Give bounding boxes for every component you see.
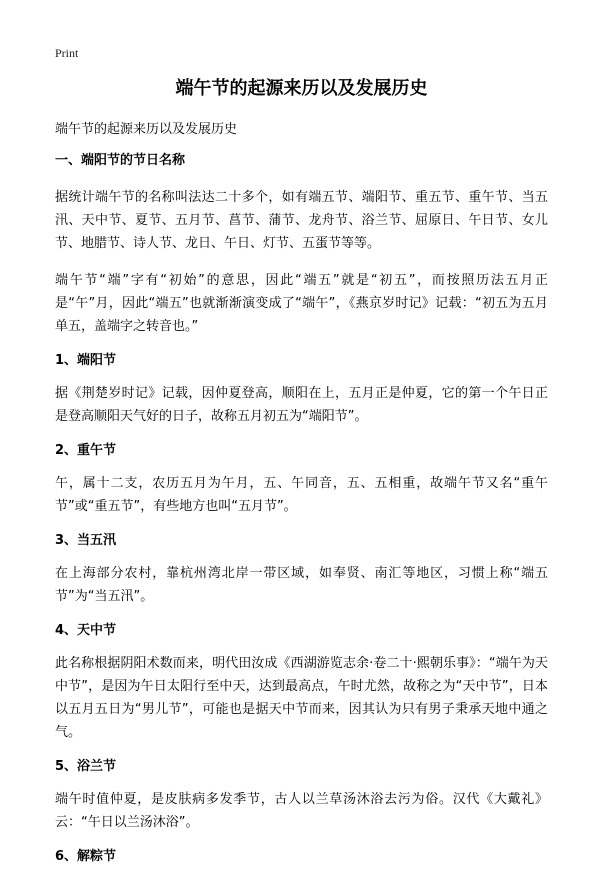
- subsection-heading-jiezong: 6、解粽节: [55, 849, 117, 864]
- subsection-text-dangwuxun: 在上海部分农村，靠杭州湾北岸一带区域，如奉贤、南汇等地区，习惯上称“端五节”为“当五汛”。: [55, 566, 548, 604]
- subsection-heading-tianzhong: 4、天中节: [55, 623, 117, 638]
- subsection-text-duanyang: 据《荆楚岁时记》记载，因仲夏登高，顺阳在上，五月正是仲夏，它的第一个午日正是登高顺阳天气好的日子，故称五月初五为“端阳节”。: [55, 386, 548, 424]
- subsection-heading-duanyang: 1、端阳节: [55, 353, 117, 368]
- document-page: [55, 76, 548, 878]
- intro-paragraph-2: 端午节“端”字有“初始”的意思，因此“端五”就是“初五”，而按照历法五月正是“午”月，因此“端五”也就渐渐演变成了“端午”，《燕京岁时记》记载：“初五为五月单五，盖端字之转音也。”: [55, 273, 548, 334]
- subsection-text-yulan: 端午时值仲夏，是皮肤病多发季节，古人以兰草汤沐浴去污为俗。汉代《大戴礼》云：“午日以兰汤沐浴”。: [55, 792, 548, 830]
- subsection-text-chongwu: 午，属十二支，农历五月为午月，五、午同音，五、五相重，故端午节又名“重午节”或“重五节”，有些地方也叫“五月节”。: [55, 476, 548, 514]
- document-title: 端午节的起源来历以及发展历史: [175, 78, 428, 99]
- print-link[interactable]: Print: [55, 46, 79, 60]
- subsection-heading-chongwu: 2、重午节: [55, 443, 117, 458]
- intro-paragraph-1: 据统计端午节的名称叫法达二十多个，如有端五节、端阳节、重五节、重午节、当五汛、天中节、夏节、五月节、菖节、蒲节、龙舟节、浴兰节、屈原日、午日节、女儿节、地腊节、诗人节、龙日、午日、灯节、五蛋节等等。: [55, 190, 548, 251]
- subsection-heading-yulan: 5、浴兰节: [55, 759, 117, 774]
- section-heading-names: 一、端阳节的节日名称: [55, 153, 186, 168]
- document-subtitle: 端午节的起源来历以及发展历史: [55, 122, 238, 137]
- subsection-heading-dangwuxun: 3、当五汛: [55, 533, 117, 548]
- subsection-text-tianzhong: 此名称根据阴阳术数而来，明代田汝成《西湖游览志余·卷二十·熙朝乐事》：“端午为天中节”，是因为午日太阳行至中天，达到最高点，午时尤然，故称之为“天中节”，日本以五月五日为“男儿节”，可能也是据天中节而来，因其认为只有男子秉承天地中通之气。: [55, 656, 548, 740]
